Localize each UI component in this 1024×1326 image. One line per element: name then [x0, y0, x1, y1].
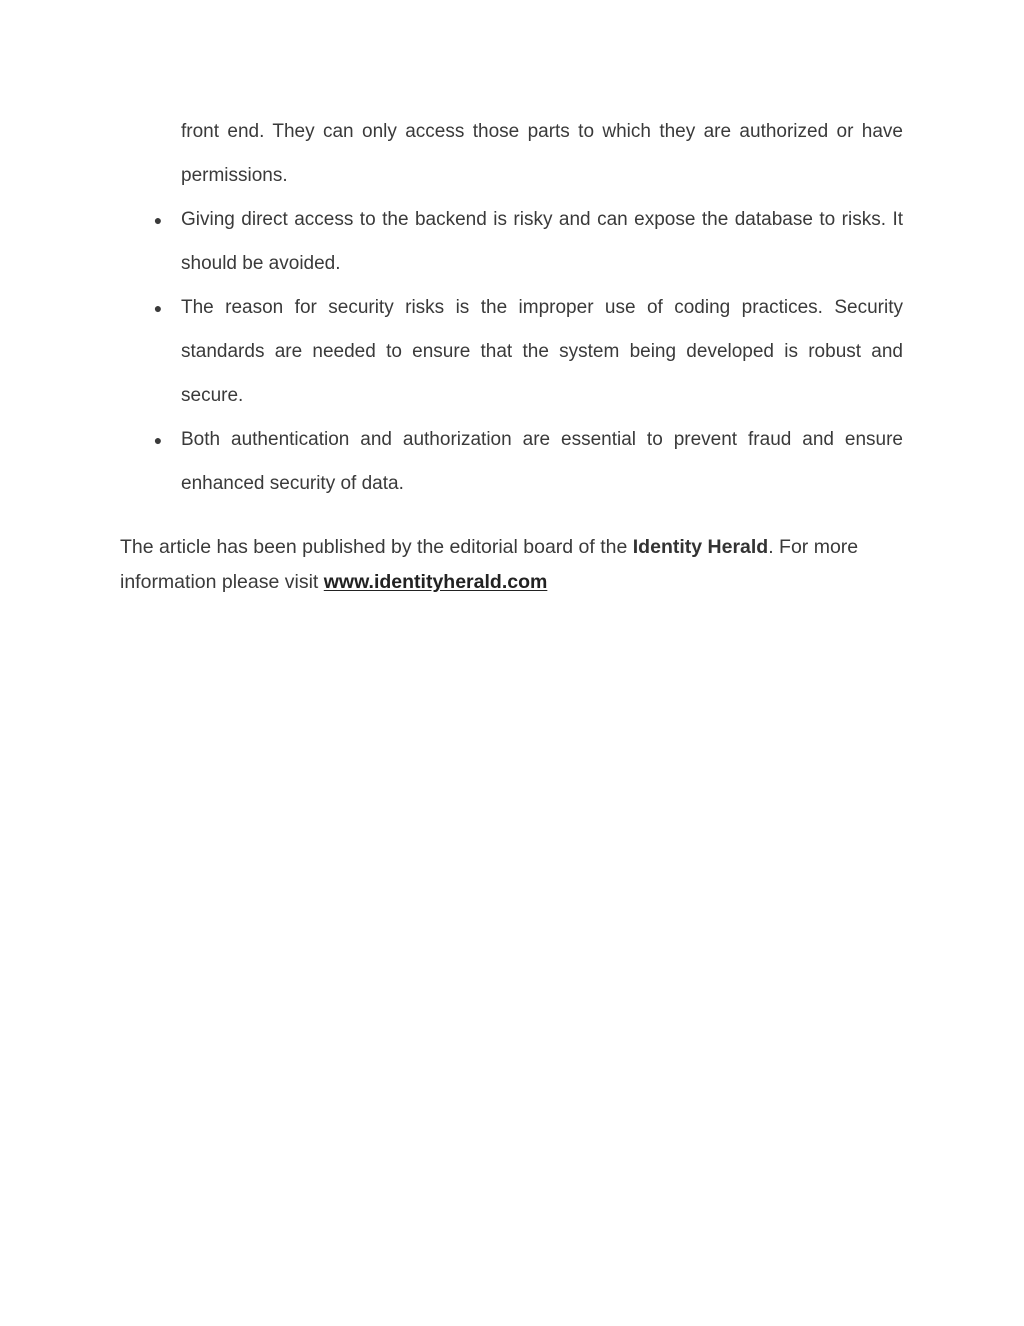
closing-paragraph	[120, 530, 910, 600]
closing-text-before: The article has been published by the editorial board of the	[120, 536, 633, 558]
bullet-text: front end. They can only access those parts to which they are authorized or have permissions.	[181, 121, 903, 186]
bullet-item-continued	[0, 110, 903, 198]
closing-text-middle: . For more information please visit	[120, 536, 859, 593]
bullet-item-backend-access	[0, 198, 903, 286]
bullet-text: The reason for security risks is the improper use of coding practices. Security standards are needed to ensure that the system being developed is robust and secure.	[181, 297, 903, 406]
bullet-list	[0, 110, 1024, 506]
bullet-text: Giving direct access to the backend is risky and can expose the database to risks. It should be avoided.	[181, 209, 903, 274]
website-link[interactable]: www.identityherald.com	[323, 571, 548, 593]
bullet-dot-icon: ●	[153, 212, 163, 228]
bullet-dot-icon: ●	[153, 300, 163, 316]
bullet-item-security-risks	[0, 286, 903, 418]
publisher-name: Identity Herald	[632, 536, 769, 558]
bullet-text: Both authentication and authorization are essential to prevent fraud and ensure enhanced security of data.	[181, 429, 903, 494]
bullet-item-authentication	[0, 418, 903, 506]
bullet-dot-icon: ●	[153, 432, 163, 448]
